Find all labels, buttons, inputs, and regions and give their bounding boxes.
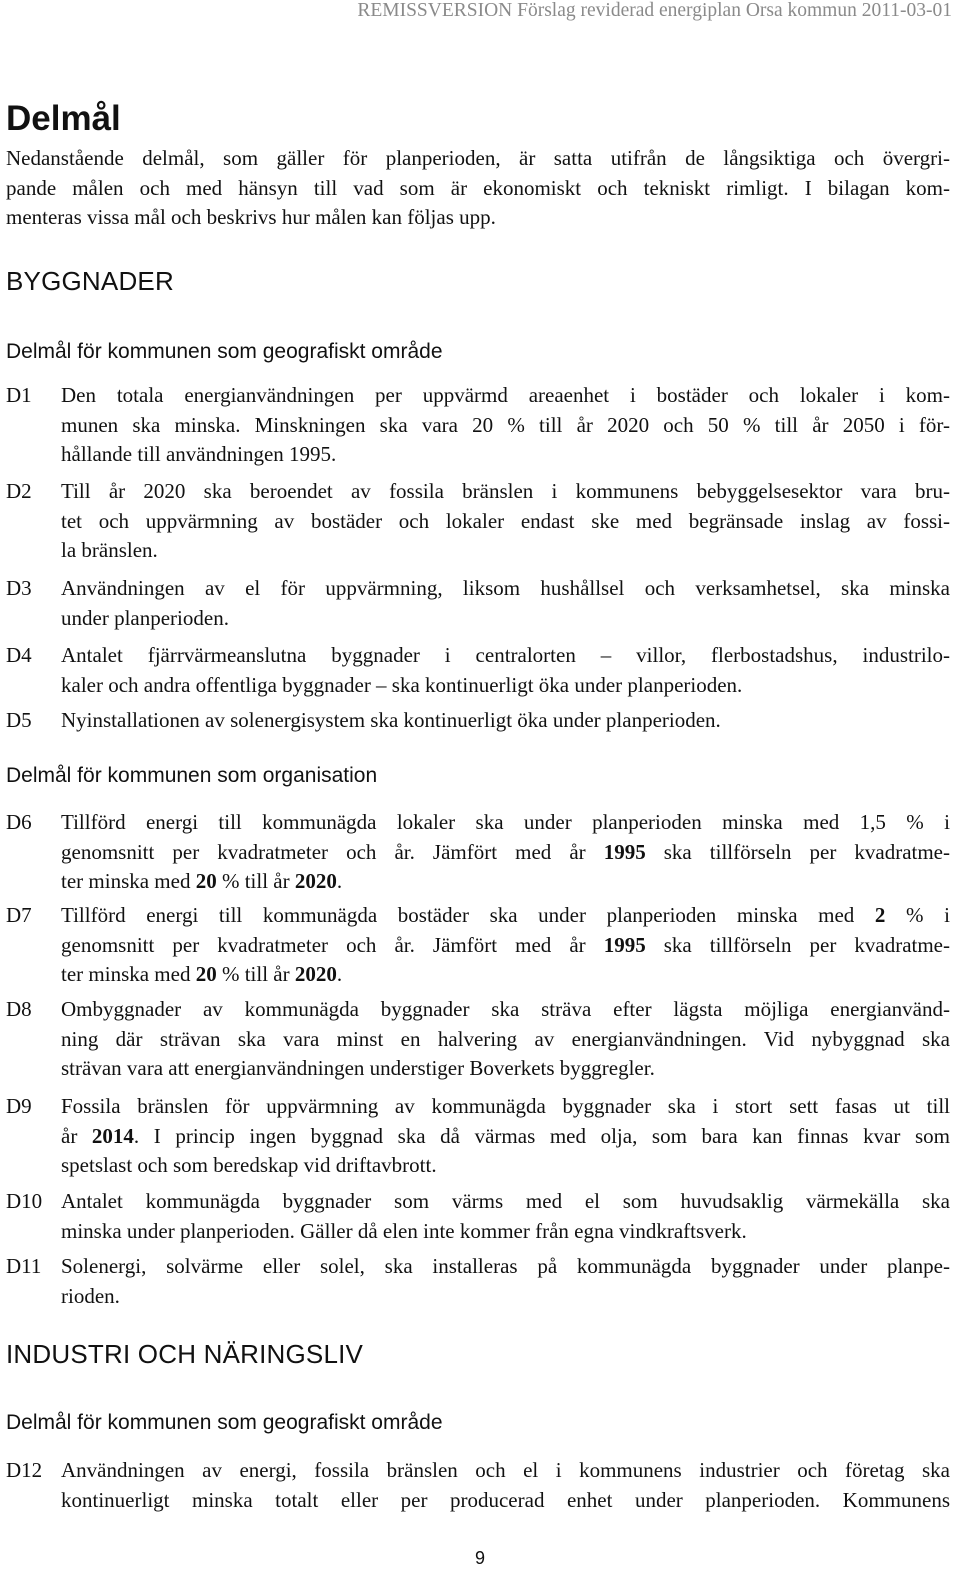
intro-paragraph [6, 144, 950, 233]
goal-d11 [6, 1252, 950, 1311]
goal-text [61, 574, 950, 633]
goal-line: Antalet kommunägda byggnader som värms med el som huvudsaklig värmekälla ska [61, 1189, 950, 1213]
goal-d10 [6, 1187, 950, 1246]
goal-d5 [6, 706, 950, 736]
goal-code: D10 [6, 1189, 43, 1213]
goal-d2 [6, 477, 950, 566]
text-run: genomsnitt per kvadratmeter och år. Jämfört med år [61, 839, 604, 864]
text-run: ter minska med [61, 962, 196, 986]
goal-code: D11 [6, 1254, 42, 1278]
goal-line: Ombyggnader av kommunägda byggnader ska sträva efter lägsta möjliga energianvänd- [61, 997, 950, 1021]
text-run: genomsnitt per kvadratmeter och år. Jämfört med år [61, 932, 604, 957]
goal-line: Fossila bränslen för uppvärmning av kommunägda byggnader ska i stort sett fasas ut till [61, 1094, 950, 1118]
goal-code: D4 [6, 643, 32, 667]
goal-text [61, 477, 950, 566]
bold-percent: 2 [874, 903, 886, 927]
text-run: . I princip ingen byggnad ska då värmas med olja, som bara kan finnas kvar som [133, 1123, 950, 1148]
goal-line: minska under planperioden. Gäller då elen inte kommer från egna vindkraftsverk. [61, 1218, 747, 1243]
goal-line: Användningen av energi, fossila bränslen och el i kommunens industrier och företag ska [61, 1458, 950, 1482]
goal-line: Användningen av el för uppvärmning, liksom hushållsel och verksamhetsel, ska minska [61, 576, 950, 600]
text-run: ter minska med [61, 869, 196, 893]
text-run: . [336, 962, 343, 986]
text-run: år [61, 1123, 92, 1148]
bold-percent: 20 [195, 962, 217, 986]
section-heading-industri: INDUSTRI OCH NÄRINGSLIV [6, 1339, 364, 1369]
goal-line: ning där strävan ska vara minst en halvering av energianvändningen. Vid nybyggnad ska [61, 1026, 950, 1051]
goal-line: kontinuerligt minska totalt eller per producerad enhet under planperioden. Kommunens [61, 1487, 950, 1512]
text-run: % i [885, 903, 950, 927]
goal-line: la bränslen. [61, 538, 158, 562]
goal-text [61, 808, 950, 897]
intro-line: menteras vissa mål och beskrivs hur målen kan följas upp. [6, 205, 496, 229]
goal-line [61, 960, 950, 990]
goal-code: D12 [6, 1458, 43, 1482]
goal-text [61, 381, 950, 470]
goal-code: D3 [6, 576, 32, 600]
goal-line: under planperioden. [61, 605, 229, 630]
page-title: Delmål [6, 99, 121, 138]
goal-d7 [6, 901, 950, 990]
goal-code: D2 [6, 479, 32, 503]
goal-line [61, 901, 950, 931]
goal-code: D7 [6, 903, 32, 927]
bold-year: 2020 [294, 869, 337, 893]
goal-line [61, 1122, 950, 1152]
intro-line: pande målen och med hänsyn till vad som är ekonomiskt och tekniskt rimligt. I bilagan kom- [6, 175, 950, 200]
goal-text [61, 706, 950, 736]
bold-year: 2014 [91, 1123, 134, 1148]
goal-text [61, 1092, 950, 1181]
page-number: 9 [474, 1548, 485, 1568]
bold-year: 1995 [603, 932, 646, 957]
goal-text [61, 1252, 950, 1311]
subheading-organisation: Delmål för kommunen som organisation [6, 764, 378, 787]
goal-line: Nyinstallationen av solenergisystem ska kontinuerligt öka under planperioden. [61, 708, 721, 732]
goal-line: spetslast och som beredskap vid driftavbrott. [61, 1153, 437, 1177]
bold-year: 1995 [603, 839, 646, 864]
goal-code: D1 [6, 383, 32, 407]
goal-line: Antalet fjärrvärmeanslutna byggnader i centralorten – villor, flerbostadshus, industrilo- [61, 643, 950, 667]
bold-percent: 20 [195, 869, 217, 893]
text-run: . [336, 869, 343, 893]
text-run: ska tillförseln per kvadratme- [645, 932, 950, 957]
goal-line [61, 931, 950, 961]
goal-line: Den totala energianvändningen per uppvärmd areaenhet i bostäder och lokaler i kom- [61, 383, 950, 407]
goal-d3 [6, 574, 950, 633]
goal-line: munen ska minska. Minskningen ska vara 20 % till år 2020 och 50 % till år 2050 i för- [61, 412, 950, 437]
goal-text [61, 1456, 950, 1515]
goal-line: rioden. [61, 1283, 120, 1308]
goal-line [61, 867, 950, 897]
text-run: Tillförd energi till kommunägda bostäder ska under planperioden minska med [61, 903, 875, 927]
goal-text [61, 995, 950, 1084]
goal-text [61, 1187, 950, 1246]
section-heading-byggnader: BYGGNADER [6, 266, 174, 296]
goal-text [61, 901, 950, 990]
goal-line: tet och uppvärmning av bostäder och lokaler endast ske med begränsade inslag av fossi- [61, 508, 950, 533]
goal-d6 [6, 808, 950, 897]
goal-d9 [6, 1092, 950, 1181]
goal-code: D8 [6, 997, 32, 1021]
goal-code: D5 [6, 708, 32, 732]
text-run: ska tillförseln per kvadratme- [645, 839, 950, 864]
goal-line: Tillförd energi till kommunägda lokaler ska under planperioden minska med 1,5 % i [61, 810, 950, 834]
goal-line [61, 838, 950, 868]
goal-d12 [6, 1456, 950, 1515]
text-run: % till år [216, 962, 295, 986]
goal-line: kaler och andra offentliga byggnader – ska kontinuerligt öka under planperioden. [61, 672, 743, 697]
goal-line: hållande till användningen 1995. [61, 442, 337, 466]
subheading-geografiskt-omrade-industri: Delmål för kommunen som geografiskt område [6, 1411, 443, 1434]
goal-text [61, 641, 950, 700]
goal-line: strävan vara att energianvändningen understiger Boverkets byggregler. [61, 1056, 655, 1080]
bold-year: 2020 [294, 962, 337, 986]
goal-line: Till år 2020 ska beroendet av fossila bränslen i kommunens bebyggelsesektor vara bru- [61, 479, 950, 503]
text-run: % till år [216, 869, 295, 893]
running-header: REMISSVERSION Förslag reviderad energiplan Orsa kommun 2011-03-01 [357, 0, 952, 21]
subheading-geografiskt-omrade: Delmål för kommunen som geografiskt område [6, 340, 443, 363]
intro-line: Nedanstående delmål, som gäller för planperioden, är satta utifrån de långsiktiga och övergri- [6, 146, 950, 170]
goal-line: Solenergi, solvärme eller solel, ska installeras på kommunägda byggnader under planpe- [61, 1254, 950, 1278]
goal-d8 [6, 995, 950, 1084]
goal-code: D6 [6, 810, 32, 834]
goal-d1 [6, 381, 950, 470]
goal-code: D9 [6, 1094, 32, 1118]
goal-d4 [6, 641, 950, 700]
